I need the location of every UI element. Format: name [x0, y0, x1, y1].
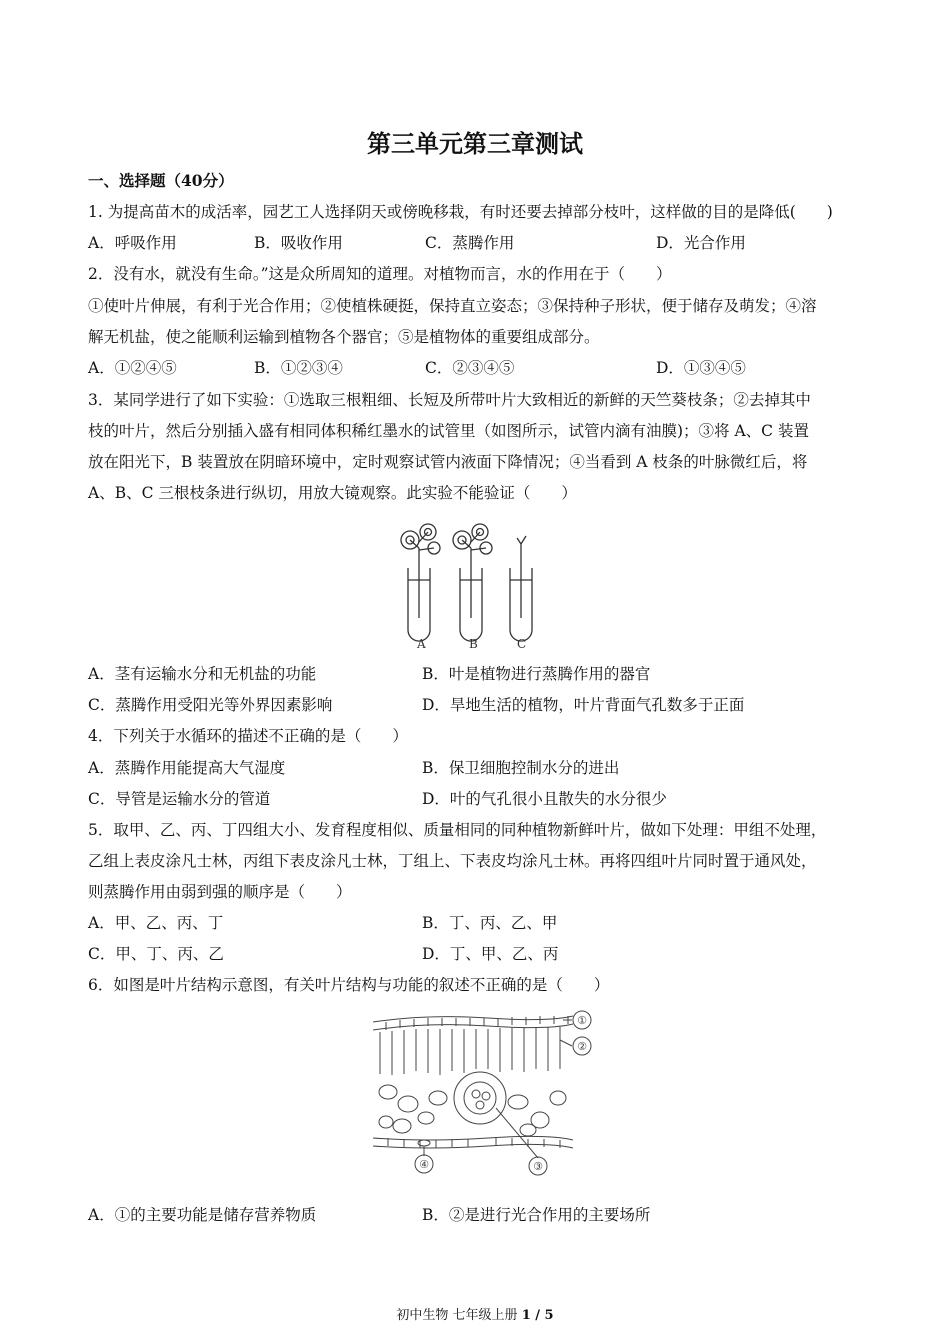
- tube-label-c: C: [517, 637, 527, 651]
- footer-text: 初中生物 七年级上册: [396, 1308, 518, 1323]
- q5-option-d: D．丁、甲、乙、丙: [422, 945, 559, 963]
- q4-option-a: A．蒸腾作用能提高大气湿度: [88, 759, 286, 777]
- q1-option-d: D．光合作用: [656, 234, 746, 252]
- q5-option-c: C．甲、丁、丙、乙: [88, 945, 224, 963]
- q6-option-b: B．②是进行光合作用的主要场所: [422, 1206, 651, 1224]
- q4-option-d: D．叶的气孔很小且散失的水分很少: [422, 790, 667, 808]
- section-heading: 一、选择题（40分）: [88, 171, 234, 190]
- q6-option-a: A．①的主要功能是储存营养物质: [88, 1206, 317, 1224]
- q2-option-b: B．①②③④: [254, 359, 343, 377]
- leaf-label-4: ④: [419, 1158, 429, 1171]
- q4-option-c: C．导管是运输水分的管道: [88, 790, 271, 808]
- q2-option-d: D．①③④⑤: [656, 359, 746, 377]
- question-2-line-3: 解无机盐，使之能顺利运输到植物各个器官；⑤是植物体的重要组成部分。: [88, 328, 600, 346]
- question-6-stem: 6．如图是叶片结构示意图，有关叶片结构与功能的叙述不正确的是（ ）: [88, 976, 610, 994]
- question-3-line-4: A、B、C 三根枝条进行纵切，用放大镜观察。此实验不能验证（ ）: [88, 484, 577, 502]
- tube-label-b: B: [469, 637, 478, 651]
- q1-option-a: A．呼吸作用: [88, 234, 177, 252]
- leaf-label-1: ①: [577, 1014, 587, 1027]
- q2-option-c: C．②③④⑤: [425, 359, 515, 377]
- q1-option-c: C．蒸腾作用: [425, 234, 515, 252]
- leaf-label-3: ③: [533, 1160, 543, 1173]
- question-4-stem: 4．下列关于水循环的描述不正确的是（ ）: [88, 727, 408, 745]
- test-tube-experiment-figure: [388, 518, 548, 653]
- question-5-line-1: 5．取甲、乙、丙、丁四组大小、发育程度相似、质量相同的同种植物新鲜叶片，做如下处理：甲组不处理，: [88, 821, 827, 839]
- tube-label-a: A: [417, 637, 426, 651]
- q5-option-a: A．甲、乙、丙、丁: [88, 914, 224, 932]
- question-1-stem: 1. 为提高苗木的成活率，园艺工人选择阴天或傍晚移栽，有时还要去掉部分枝叶，这样做的目的是降低( ): [88, 203, 833, 221]
- question-2-stem: 2．没有水，就没有生命。”这是众所周知的道理。对植物而言，水的作用在于（ ）: [88, 265, 672, 283]
- question-2-line-2: ①使叶片伸展，有利于光合作用；②使植株硬挺，保持直立姿态；③保持种子形状，便于储存及萌发；④溶: [88, 297, 817, 315]
- q3-option-d: D．旱地生活的植物，叶片背面气孔数多于正面: [422, 696, 745, 714]
- page-footer: [0, 1304, 950, 1323]
- question-5-line-3: 则蒸腾作用由弱到强的顺序是（ ）: [88, 883, 352, 901]
- q2-option-a: A．①②④⑤: [88, 359, 177, 377]
- q3-option-b: B．叶是植物进行蒸腾作用的器官: [422, 665, 651, 683]
- q4-option-b: B．保卫细胞控制水分的进出: [422, 759, 620, 777]
- q5-option-b: B．丁、丙、乙、甲: [422, 914, 558, 932]
- question-3-line-2: 枝的叶片，然后分别插入盛有相同体积稀红墨水的试管里（如图所示，试管内滴有油膜)；③将 A、C 装置: [88, 422, 809, 440]
- leaf-structure-figure: [368, 1006, 608, 1181]
- q1-option-b: B．吸收作用: [254, 234, 343, 252]
- question-3-line-1: 3．某同学进行了如下实验：①选取三根粗细、长短及所带叶片大致相近的新鲜的天竺葵枝条；②去掉其中: [88, 391, 811, 409]
- q3-option-a: A．茎有运输水分和无机盐的功能: [88, 665, 317, 683]
- leaf-label-2: ②: [577, 1040, 587, 1053]
- question-5-line-2: 乙组上表皮涂凡士林，丙组下表皮涂凡士林，丁组上、下表皮均涂凡士林。再将四组叶片同时置于通风处，: [88, 852, 817, 870]
- page-title: 第三单元第三章测试: [367, 129, 583, 158]
- q3-option-c: C．蒸腾作用受阳光等外界因素影响: [88, 696, 333, 714]
- question-3-line-3: 放在阳光下，B 装置放在阴暗环境中，定时观察试管内液面下降情况；④当看到 A 枝条的叶脉微红后，将: [88, 453, 808, 471]
- page-number: 1 / 5: [521, 1308, 554, 1323]
